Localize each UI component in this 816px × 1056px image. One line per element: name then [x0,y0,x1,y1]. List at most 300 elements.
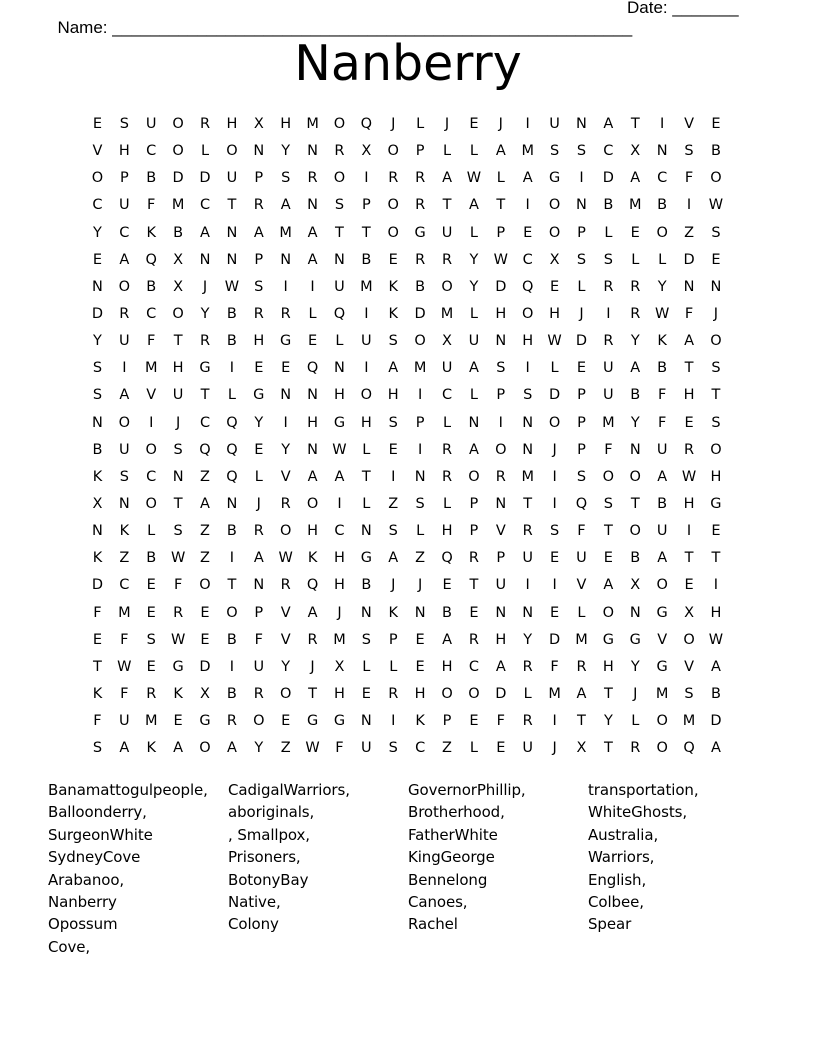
grid-letter: T [496,197,506,214]
grid-letter: E [469,604,479,621]
grid-letter: H [441,658,453,675]
grid-letter: U [468,333,480,350]
grid-letter: A [495,658,506,675]
grid-letter: A [280,197,291,214]
grid-letter: O [199,577,211,594]
grid-letter: P [254,604,264,621]
grid-letter: L [469,143,478,160]
grid-letter: J [391,577,396,594]
grid-letter: L [631,251,640,268]
grid-letter: E [711,523,721,540]
grid-letter: J [713,305,719,322]
grid-letter: E [576,360,587,377]
grid-letter: E [92,631,103,648]
grid-letter: M [171,197,185,214]
grid-letter: A [307,604,318,621]
grid-letter: S [254,278,264,295]
grid-letter: A [522,170,533,187]
grid-letter: V [280,631,291,648]
grid-letter: J [337,604,342,621]
grid-letter: V [576,577,587,594]
grid-letter: Z [388,495,399,512]
grid-letter: V [495,523,506,540]
grid-letter: G [253,387,265,404]
grid-letter: Y [523,631,533,648]
grid-letter: N [92,414,103,431]
grid-letter: T [603,740,613,757]
grid-letter: R [280,495,291,512]
grid-letter: I [498,414,503,431]
grid-letter: B [173,224,184,241]
grid-letter: K [388,305,398,322]
grid-letter: C [146,305,157,322]
grid-letter: R [630,740,641,757]
grid-letter: T [684,550,694,567]
grid-letter: L [469,305,478,322]
grid-letter: M [144,360,158,377]
grid-letter: I [525,197,530,214]
word-list [48,779,788,958]
grid-letter: R [415,197,426,214]
word-item: Colony [228,915,279,934]
grid-letter: E [254,441,264,458]
grid-letter: U [656,523,668,540]
grid-letter: F [496,713,505,730]
grid-letter: B [226,631,237,648]
grid-letter: O [253,713,265,730]
grid-letter: G [656,658,668,675]
grid-letter: R [388,685,399,702]
grid-letter: S [576,143,587,160]
grid-letter: W [224,278,240,295]
grid-letter: Z [684,224,694,241]
grid-letter: N [226,251,238,268]
grid-letter: S [496,360,506,377]
grid-letter: C [146,143,157,160]
date-line: Date: _______ [627,0,739,17]
grid-letter: M [144,713,158,730]
grid-letter: O [683,631,695,648]
grid-letter: A [684,333,694,350]
grid-letter: B [630,550,641,567]
grid-letter: H [334,577,345,594]
grid-letter: T [173,495,183,512]
grid-letter: R [441,468,453,485]
grid-letter: U [576,550,587,567]
grid-letter: S [576,251,587,268]
word-item: Nanberry [48,893,117,912]
grid-letter: L [523,685,532,702]
grid-letter: T [173,333,183,350]
grid-letter: S [711,224,721,241]
grid-letter: Y [603,713,613,730]
grid-letter: L [227,387,236,404]
grid-letter: E [146,604,156,621]
grid-letter: R [630,305,641,322]
grid-letter: E [254,360,264,377]
grid-letter: O [548,224,561,241]
grid-letter: N [360,713,372,730]
grid-letter: N [360,604,372,621]
grid-letter: X [630,577,641,594]
grid-letter: C [199,197,211,214]
worksheet-header [48,0,748,37]
grid-letter: R [119,305,130,322]
grid-letter: H [683,495,695,512]
grid-letter: B [146,170,157,187]
grid-letter: I [686,197,692,214]
grid-letter: A [630,360,641,377]
grid-letter: L [200,143,210,160]
grid-letter: E [603,550,613,567]
grid-letter: P [388,631,398,648]
grid-letter: X [92,495,103,512]
grid-letter: M [629,197,642,214]
grid-letter: D [414,305,426,322]
word-item: CadigalWarriors, [228,781,350,799]
grid-letter: N [307,197,318,214]
grid-letter: S [549,143,560,160]
grid-letter: T [469,577,479,594]
grid-letter: Z [200,523,210,540]
grid-letter: H [360,414,372,431]
grid-letter: R [468,550,479,567]
grid-letter: C [92,197,103,214]
grid-letter: E [92,116,103,132]
grid-letter: U [119,197,130,214]
grid-letter: P [254,251,264,268]
grid-letter: N [576,116,587,132]
grid-letter: O [414,333,426,350]
grid-letter: H [334,685,345,702]
grid-letter: H [710,604,722,621]
grid-letter: O [118,414,131,431]
grid-letter: O [333,170,346,187]
grid-letter: S [173,523,183,540]
grid-letter: G [333,414,346,431]
grid-letter: V [92,143,103,160]
grid-letter: D [199,170,211,187]
grid-letter: I [606,305,611,322]
name-line: Name: _______________________________________________________ [57,18,633,37]
grid-letter: O [172,143,184,160]
grid-letter: W [708,197,724,214]
grid-letter: R [415,170,426,187]
grid-letter: E [388,441,398,458]
grid-letter: O [387,197,399,214]
grid-letter: K [173,685,183,702]
grid-letter: G [629,631,641,648]
grid-letter: H [522,333,534,350]
grid-letter: R [684,441,695,458]
grid-letter: O [548,197,561,214]
grid-letter: O [629,468,641,485]
grid-letter: F [147,197,156,214]
grid-letter: S [711,360,721,377]
grid-letter: Y [281,143,291,160]
grid-letter: H [414,685,426,702]
grid-letter: O [629,523,641,540]
grid-letter: F [657,414,667,431]
grid-letter: T [361,468,371,485]
grid-letter: E [711,116,721,132]
grid-letter: E [550,550,560,567]
grid-letter: O [468,685,480,702]
grid-letter: L [658,251,667,268]
grid-letter: Y [630,658,640,675]
grid-letter: F [684,305,694,322]
grid-letter: S [523,387,533,404]
grid-letter: Q [306,577,319,594]
grid-letter: B [710,685,721,702]
grid-letter: A [253,550,264,567]
grid-letter: I [525,360,530,377]
grid-letter: Y [93,224,102,241]
grid-letter: A [442,631,452,648]
word-column [588,779,768,958]
grid-letter: L [550,360,559,377]
grid-letter: Q [226,414,238,431]
grid-letter: Y [254,414,264,431]
word-item: English, [588,870,647,889]
grid-letter: S [684,685,694,702]
grid-letter: R [280,305,291,322]
grid-letter: C [119,577,130,594]
grid-letter: X [576,740,587,757]
grid-letter: O [279,523,292,540]
grid-letter: Y [469,278,479,295]
grid-letter: Z [280,740,291,757]
grid-letter: U [119,713,130,730]
letter-grid [84,111,729,762]
grid-letter: L [577,278,586,295]
word-column [408,779,588,958]
grid-letter: B [442,604,452,621]
grid-letter: R [603,333,614,350]
grid-letter: L [577,604,586,621]
grid-letter: F [93,604,102,621]
grid-letter: U [522,550,533,567]
grid-letter: S [388,414,398,431]
grid-letter: Z [200,550,210,567]
grid-letter: X [173,251,184,268]
grid-letter: I [552,577,557,594]
grid-letter: Q [683,740,695,757]
grid-letter: M [521,468,534,485]
grid-letter: I [552,468,557,485]
grid-letter: H [495,631,507,648]
grid-letter: F [120,631,129,648]
grid-letter: T [200,387,210,404]
word-item: , Smallpox, [228,825,310,844]
grid-letter: S [711,414,721,431]
grid-letter: P [361,197,371,214]
word-item: FatherWhite [408,825,498,844]
grid-letter: M [521,143,534,160]
grid-letter: V [657,631,668,648]
grid-letter: P [469,495,479,512]
grid-letter: N [522,441,534,458]
grid-letter: P [496,224,506,241]
grid-letter: T [603,523,613,540]
grid-letter: L [469,387,478,404]
grid-letter: I [283,414,288,431]
grid-letter: Q [226,441,238,458]
word-item: Balloonderry, [48,803,147,822]
grid-letter: N [495,604,507,621]
grid-letter: R [388,170,399,187]
grid-letter: O [145,495,157,512]
grid-letter: X [173,278,184,295]
grid-letter: I [364,305,369,322]
grid-letter: B [657,360,668,377]
grid-letter: I [149,414,154,431]
grid-letter: O [387,224,399,241]
grid-letter: O [710,333,722,350]
grid-letter: S [334,197,345,214]
word-item: Australia, [588,825,659,844]
grid-letter: O [656,740,668,757]
grid-letter: W [681,468,697,485]
grid-letter: J [552,740,557,757]
grid-letter: Z [442,740,452,757]
grid-letter: N [280,387,292,404]
grid-letter: J [444,116,450,132]
grid-letter: C [468,658,479,675]
grid-letter: O [710,441,722,458]
grid-letter: S [92,740,103,757]
grid-letter: O [91,170,104,187]
grid-letter: O [279,685,292,702]
grid-letter: L [335,333,344,350]
grid-letter: S [281,170,291,187]
grid-letter: A [657,468,668,485]
grid-letter: A [388,550,399,567]
grid-letter: G [360,550,372,567]
grid-letter: J [552,441,557,458]
grid-letter: R [603,278,614,295]
grid-letter: Y [200,305,210,322]
grid-letter: S [576,468,587,485]
word-item: Opossum [48,915,118,934]
grid-letter: L [631,713,640,730]
grid-letter: F [120,685,129,702]
grid-letter: Y [254,740,264,757]
grid-letter: G [656,604,668,621]
grid-letter: Y [281,658,291,675]
grid-letter: D [575,333,588,350]
grid-letter: A [119,387,130,404]
grid-letter: A [307,468,318,485]
grid-letter: W [547,333,562,350]
grid-letter: D [199,658,211,675]
grid-letter: I [283,278,288,295]
grid-letter: K [146,224,156,241]
grid-letter: X [684,604,694,621]
grid-letter: E [550,604,560,621]
grid-letter: N [414,468,426,485]
grid-letter: O [521,305,534,322]
grid-letter: H [307,414,319,431]
grid-letter: A [226,740,237,757]
grid-letter: P [577,387,586,404]
grid-letter: A [603,116,614,132]
grid-letter: K [92,468,103,485]
grid-letter: L [147,523,156,540]
grid-letter: F [684,170,694,187]
grid-letter: D [495,685,507,702]
grid-letter: K [657,333,667,350]
grid-letter: X [549,251,560,268]
grid-letter: R [576,658,587,675]
grid-letter: N [307,143,318,160]
word-item: Brotherhood, [408,803,505,822]
grid-letter: R [522,713,533,730]
grid-letter: F [550,658,559,675]
grid-letter: W [278,550,293,567]
word-item: Arabanoo, [48,870,125,889]
grid-letter: P [254,170,264,187]
grid-letter: N [307,441,318,458]
grid-letter: H [602,658,614,675]
grid-letter: E [469,116,479,132]
grid-letter: E [146,577,156,594]
grid-letter: S [388,523,398,540]
grid-letter: U [441,360,453,377]
grid-letter: L [496,170,505,187]
grid-letter: S [603,495,613,512]
grid-letter: K [307,550,318,567]
grid-letter: H [441,523,453,540]
grid-letter: M [440,305,454,322]
grid-letter: O [306,495,319,512]
grid-letter: I [122,360,127,377]
grid-letter: S [361,631,371,648]
word-item: transportation, [588,781,699,799]
grid-letter: S [684,143,694,160]
grid-letter: Z [119,550,130,567]
grid-letter: I [229,550,235,567]
grid-letter: R [495,468,506,485]
grid-letter: L [469,224,478,241]
grid-letter: D [91,577,104,594]
grid-letter: O [602,468,615,485]
word-item: Spear [588,915,632,934]
grid-letter: T [93,658,102,675]
grid-letter: A [200,224,210,241]
grid-letter: J [579,305,584,322]
grid-letter: J [310,658,315,675]
grid-letter: A [576,685,587,702]
grid-letter: M [413,360,427,377]
grid-letter: E [496,740,506,757]
grid-letter: Z [415,550,426,567]
grid-letter: W [170,550,186,567]
grid-letter: E [200,631,210,648]
grid-letter: W [493,251,508,268]
grid-letter: M [306,116,319,132]
grid-letter: K [92,685,103,702]
grid-letter: I [391,713,396,730]
grid-letter: E [415,658,425,675]
grid-letter: S [92,360,103,377]
grid-letter: U [172,387,184,404]
grid-letter: A [253,224,264,241]
grid-letter: G [602,631,614,648]
grid-letter: O [548,414,561,431]
grid-letter: X [361,143,372,160]
grid-letter: P [415,143,425,160]
